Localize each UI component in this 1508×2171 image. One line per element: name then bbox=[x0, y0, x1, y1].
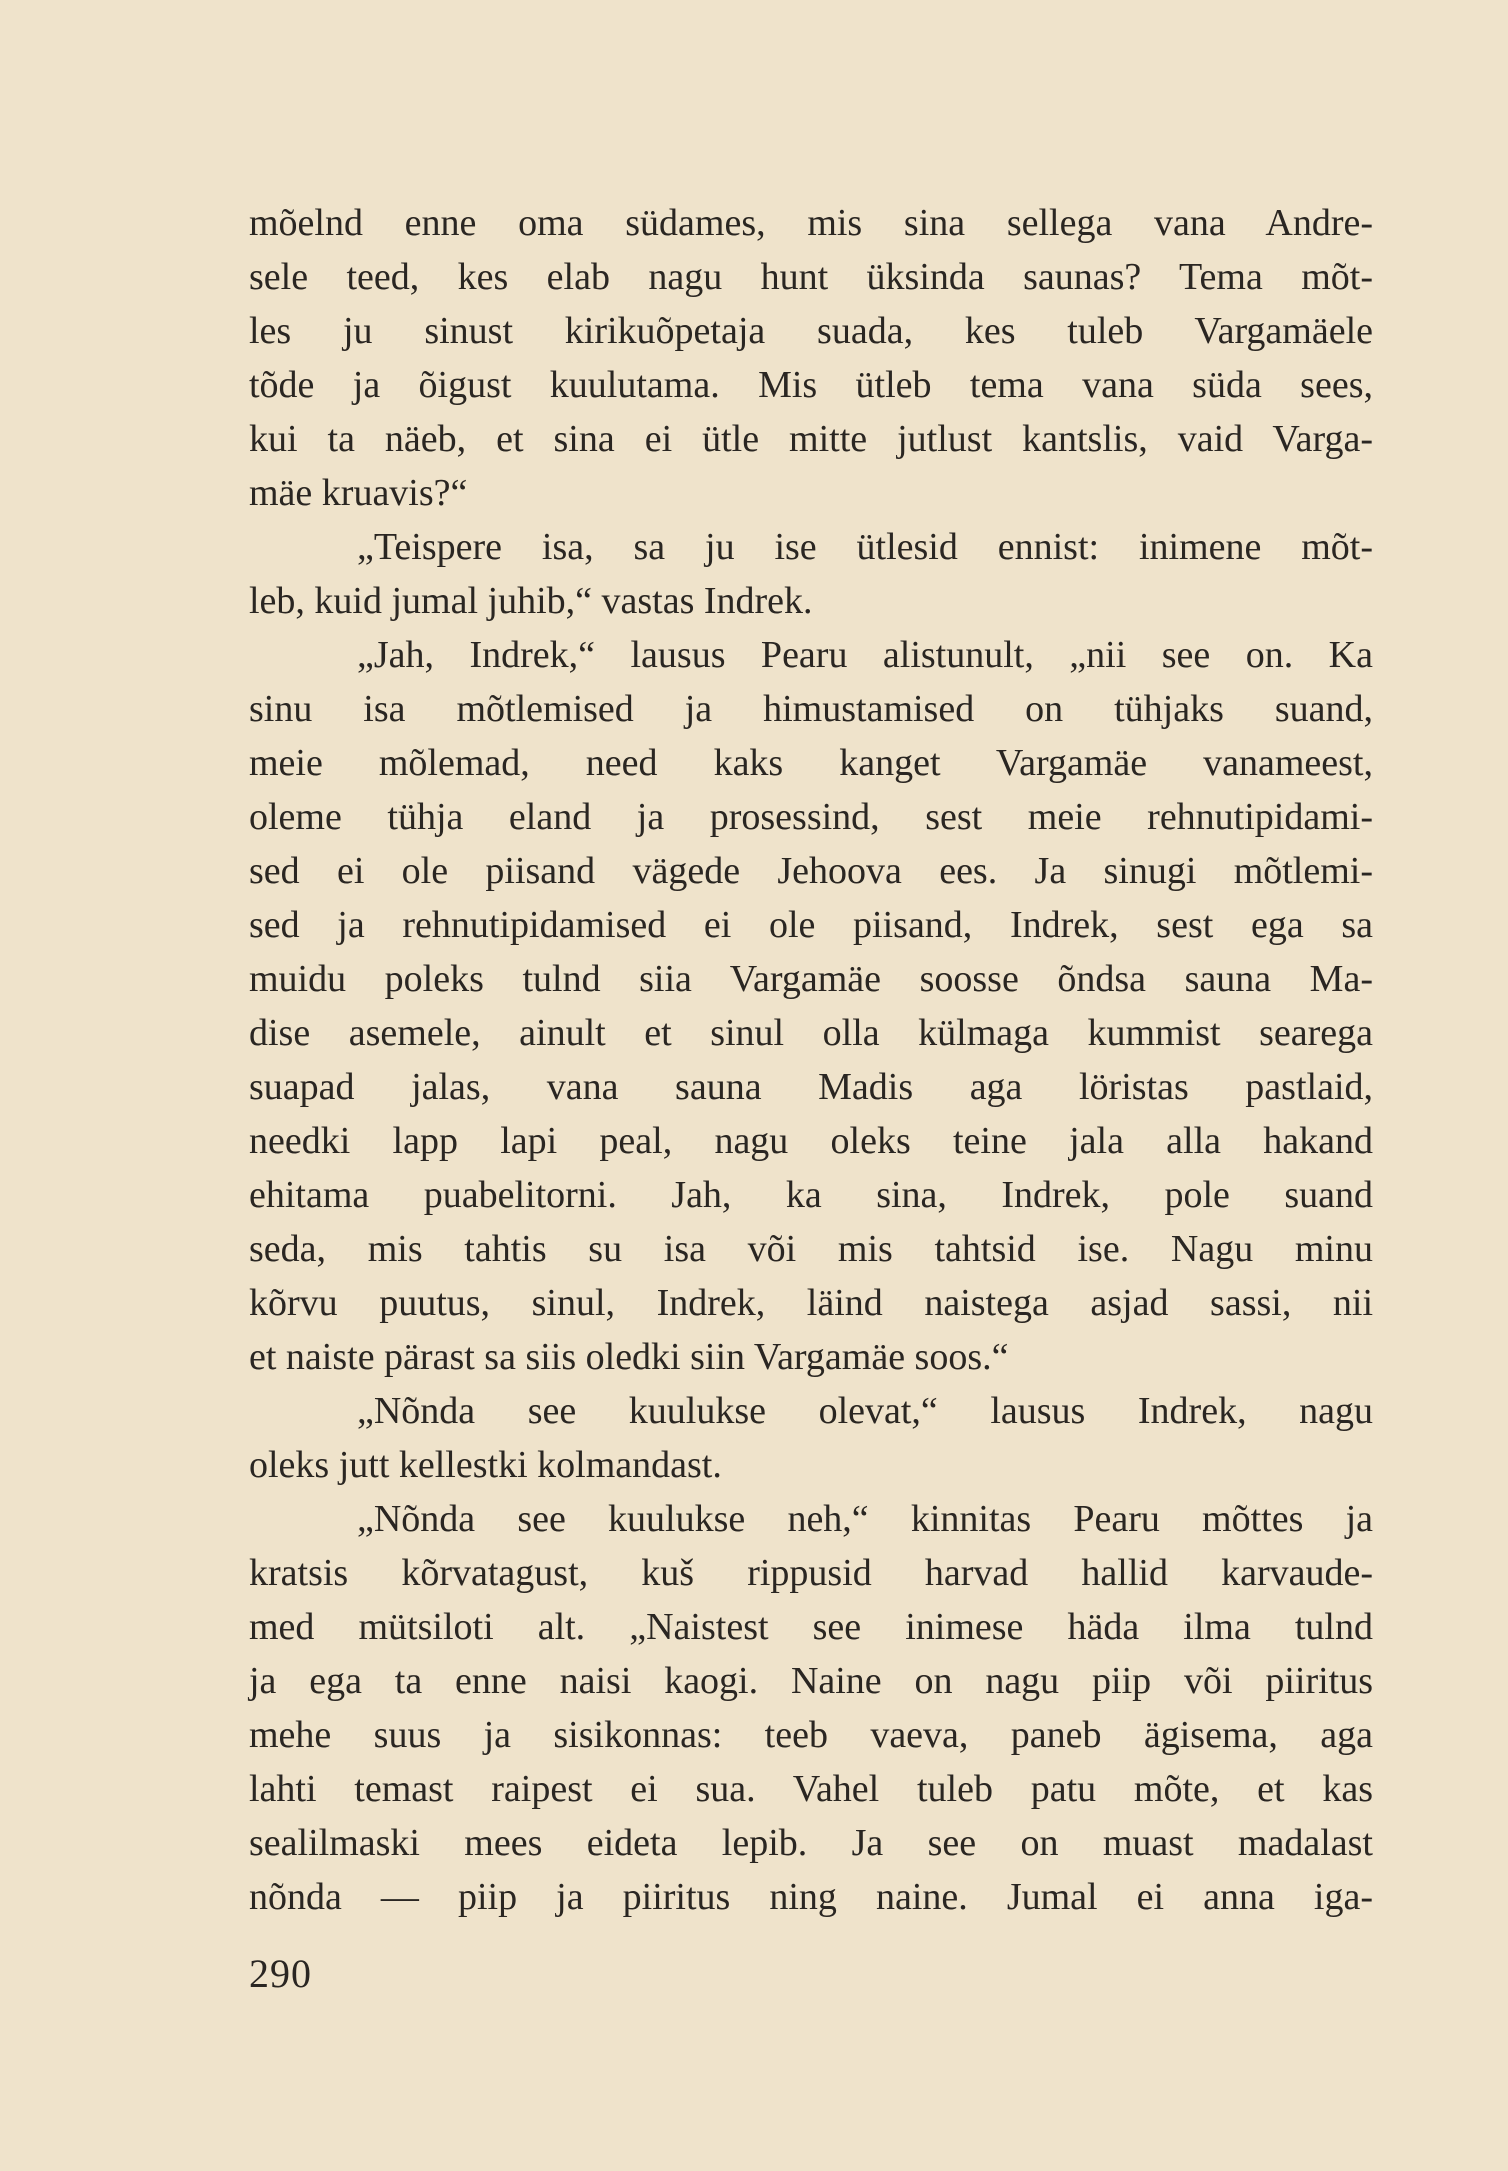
text-line: „Teispere isa, sa ju ise ütlesid ennist: inimene mõt- bbox=[357, 526, 1373, 568]
text-line: „Nõnda see kuulukse olevat,“ lausus Indrek, nagu bbox=[357, 1390, 1373, 1432]
text-line: suapad jalas, vana sauna Madis aga löristas pastlaid, bbox=[249, 1066, 1373, 1108]
text-line: muidu poleks tulnd siia Vargamäe soosse õndsa sauna Ma- bbox=[249, 958, 1373, 1000]
text-line: et naiste pärast sa siis oledki siin Vargamäe soos.“ bbox=[249, 1336, 1009, 1378]
text-line: dise asemele, ainult et sinul olla külmaga kummist searega bbox=[249, 1012, 1373, 1054]
text-line: leb, kuid jumal juhib,“ vastas Indrek. bbox=[249, 580, 813, 622]
text-line: mehe suus ja sisikonnas: teeb vaeva, paneb ägisema, aga bbox=[249, 1714, 1373, 1756]
text-line: oleme tühja eland ja prosessind, sest meie rehnutipidami- bbox=[249, 796, 1373, 838]
text-line: med mütsiloti alt. „Naistest see inimese häda ilma tulnd bbox=[249, 1606, 1373, 1648]
text-line: sealilmaski mees eideta lepib. Ja see on muast madalast bbox=[249, 1822, 1373, 1864]
text-line: ehitama puabelitorni. Jah, ka sina, Indrek, pole suand bbox=[249, 1174, 1373, 1216]
text-line: needki lapp lapi peal, nagu oleks teine jala alla hakand bbox=[249, 1120, 1373, 1162]
body-text bbox=[249, 196, 1373, 1924]
text-line: lahti temast raipest ei sua. Vahel tuleb patu mõte, et kas bbox=[249, 1768, 1373, 1810]
text-line: kõrvu puutus, sinul, Indrek, läind naistega asjad sassi, nii bbox=[249, 1282, 1373, 1324]
text-line: kratsis kõrvatagust, kuš rippusid harvad hallid karvaude- bbox=[249, 1552, 1373, 1594]
text-line: les ju sinust kirikuõpetaja suada, kes tuleb Vargamäele bbox=[249, 310, 1373, 352]
text-line: „Nõnda see kuulukse neh,“ kinnitas Pearu mõttes ja bbox=[357, 1498, 1373, 1540]
text-line: nõnda — piip ja piiritus ning naine. Jumal ei anna iga- bbox=[249, 1876, 1373, 1918]
text-line: mäe kruavis?“ bbox=[249, 472, 468, 514]
text-line: oleks jutt kellestki kolmandast. bbox=[249, 1444, 722, 1486]
text-line: sele teed, kes elab nagu hunt üksinda saunas? Tema mõt- bbox=[249, 256, 1373, 298]
page-number: 290 bbox=[249, 1951, 312, 1996]
text-line: „Jah, Indrek,“ lausus Pearu alistunult, „nii see on. Ka bbox=[357, 634, 1373, 676]
text-line: mõelnd enne oma südames, mis sina sellega vana Andre- bbox=[249, 202, 1373, 244]
text-line: seda, mis tahtis su isa või mis tahtsid ise. Nagu minu bbox=[249, 1228, 1373, 1270]
text-line: meie mõlemad, need kaks kanget Vargamäe vanameest, bbox=[249, 742, 1373, 784]
text-line: tõde ja õigust kuulutama. Mis ütleb tema vana süda sees, bbox=[249, 364, 1373, 406]
text-line: sed ei ole piisand vägede Jehoova ees. Ja sinugi mõtlemi- bbox=[249, 850, 1373, 892]
text-line: sed ja rehnutipidamised ei ole piisand, Indrek, sest ega sa bbox=[249, 904, 1373, 946]
text-line: kui ta näeb, et sina ei ütle mitte jutlust kantslis, vaid Varga- bbox=[249, 418, 1373, 460]
text-line: sinu isa mõtlemised ja himustamised on tühjaks suand, bbox=[249, 688, 1373, 730]
text-line: ja ega ta enne naisi kaogi. Naine on nagu piip või piiritus bbox=[249, 1660, 1373, 1702]
